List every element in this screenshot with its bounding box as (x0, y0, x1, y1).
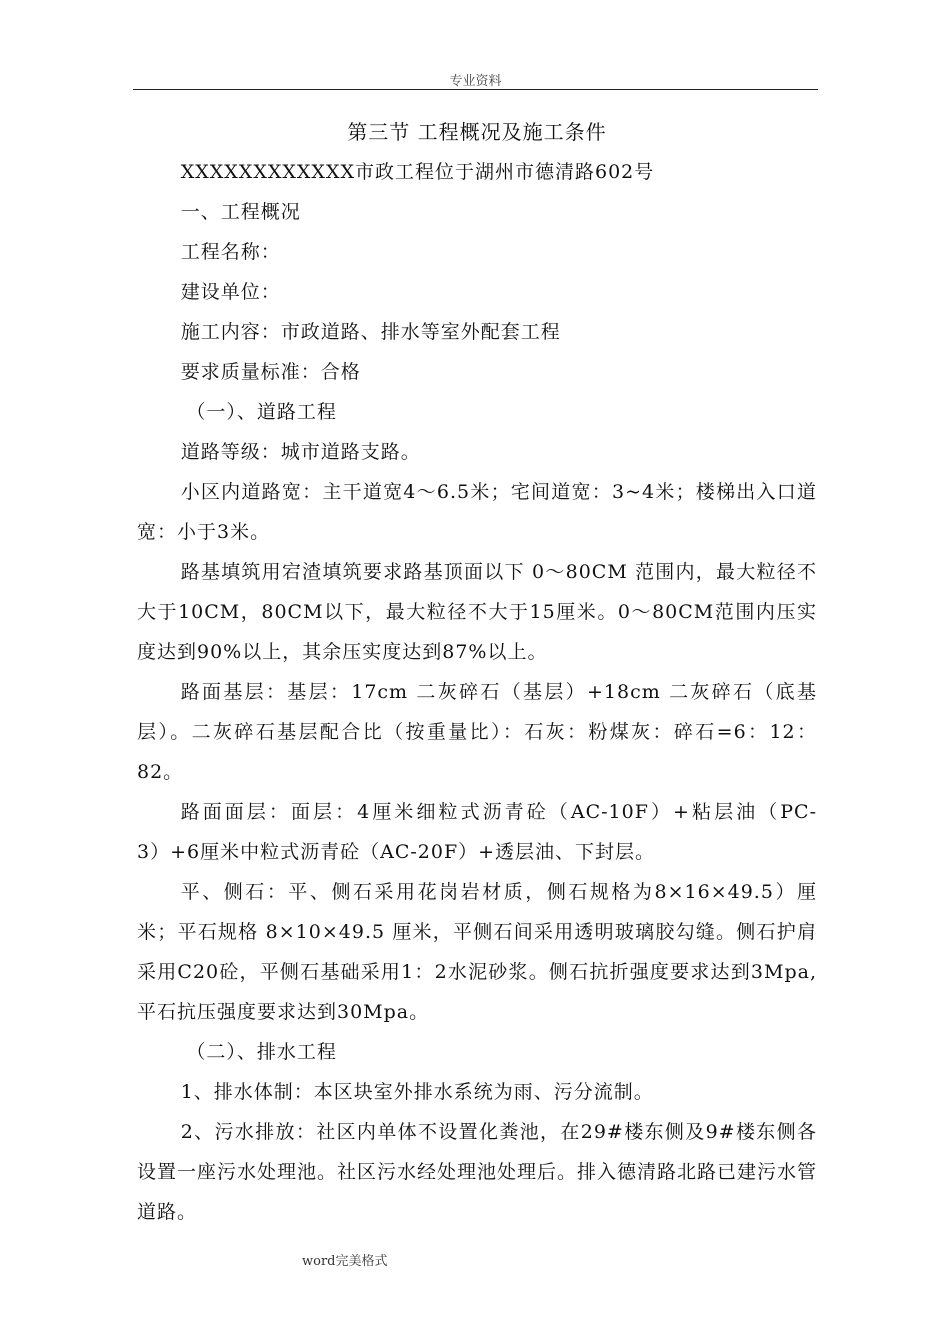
construction-content: 施工内容：市政道路、排水等室外配套工程 (180, 321, 561, 343)
page-footer: word完美格式 (302, 1254, 388, 1269)
project-name: 工程名称： (180, 241, 281, 263)
heading-overview: 一、工程概况 (180, 201, 301, 223)
owner-unit: 建设单位： (180, 281, 281, 303)
heading-drainage: （二）、排水工程 (186, 1041, 337, 1063)
page-header: 专业资料 (449, 74, 502, 89)
pavement-surface: 路面面层：面层：4厘米细粒式沥青砼（AC-10F）+粘层油（PC-3）+6厘米中粒式沥青砼（AC-20F）+透层油、下封层。 (137, 801, 817, 863)
quality-standard: 要求质量标准：合格 (180, 361, 361, 383)
sewage-discharge: 2、污水排放：社区内单体不设置化粪池，在29#楼东侧及9#楼东侧各设置一座污水处理池。社区污水经处理池处理后。排入德清路北路已建污水管道路。 (137, 1121, 818, 1223)
pavement-base: 路面基层：基层：17cm 二灰碎石（基层）+18cm 二灰碎石（底基层）。二灰碎石基层配合比（按重量比）：石灰：粉煤灰：碎石=6：12：82。 (137, 681, 817, 783)
section-title: 第三节 工程概况及施工条件 (347, 120, 607, 144)
drainage-system: 1、排水体制：本区块室外排水系统为雨、污分流制。 (180, 1081, 654, 1103)
project-location: XXXXXXXXXXXX市政工程位于湖州市德清路602号 (180, 161, 655, 183)
header-rule (133, 89, 818, 90)
curb-stones: 平、侧石：平、侧石采用花岗岩材质，侧石规格为8×16×49.5）厘米；平石规格 8×10×49.5 厘米，平侧石间采用透明玻璃胶勾缝。侧石护肩采用C20砼，平侧石基础采用1：2水泥砂浆。侧石抗折强度要求达到3Mpa,平石抗压强度要求达到30Mpa。 (137, 881, 817, 1023)
document-body (137, 112, 817, 1232)
road-grade: 道路等级：城市道路支路。 (180, 441, 421, 463)
road-width: 小区内道路宽：主干道宽4～6.5米；宅间道宽：3~4米；楼梯出入口道宽：小于3米。 (137, 481, 817, 543)
heading-road: （一）、道路工程 (186, 401, 337, 423)
subgrade-fill: 路基填筑用宕渣填筑要求路基顶面以下 0～80CM 范围内，最大粒径不大于10CM，80CM以下，最大粒径不大于15厘米。0～80CM范围内压实度达到90%以上，其余压实度达到87%以上。 (137, 561, 817, 663)
